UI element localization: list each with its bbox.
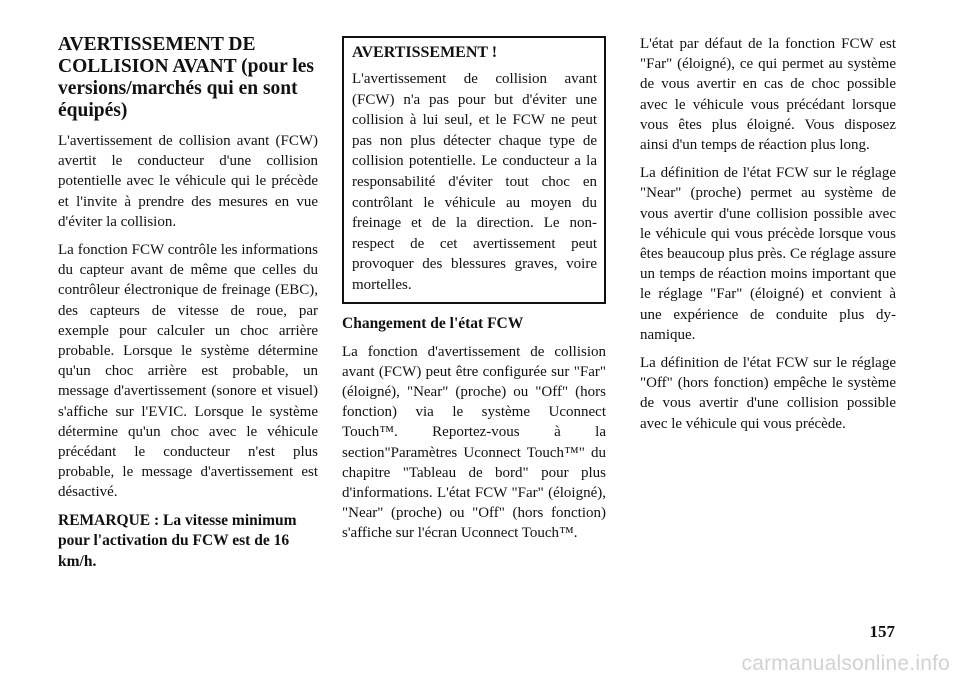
- warning-title: AVERTISSEMENT !: [352, 44, 498, 61]
- subsection-heading: Changement de l'état FCW: [342, 314, 524, 332]
- section-heading: AVERTISSEMENT DE COLLISION AVANT (pour les versions/marchés qui en sont équipés): [58, 34, 314, 121]
- near-setting-paragraph: La définition de l'état FCW sur le réglage "Near" (proche) permet au système de vous avertir d'une collision possible avec le véhicule qui vous précède lorsque vous êtes beaucoup plus près. Ce réglage assure un temps de réaction moins important que le réglage "Far" (éloigné) et convient à une expérience de conduite plus dynamique.: [640, 165, 896, 343]
- column-left: [58, 34, 318, 580]
- page-number: 157: [869, 622, 895, 641]
- default-state-paragraph: L'état par défaut de la fonction FCW est "Far" (éloigné), ce qui permet au système de vous avertir en cas de choc possible avec le véhicule vous précédant lorsque vous êtes plus éloigné. Vous disposez ainsi d'un temps de réaction plus long.: [640, 36, 896, 154]
- intro-paragraph: L'avertissement de collision avant (FCW) avertit le conducteur d'une collision potentielle avec le véhicule qui le précède et l'invite à prendre des mesures en vue d'éviter la collision.: [58, 133, 318, 230]
- watermark: carmanualsonline.info: [741, 652, 950, 675]
- warning-box: [342, 36, 606, 304]
- column-middle: [342, 34, 606, 552]
- config-paragraph: La fonction d'avertissement de collision avant (FCW) peut être configurée sur "Far" (éloigné), "Near" (proche) ou "Off" (hors fonction) via le système Uconnect Touch™. Reportez-vous à la section"Paramètres Uconnect Touch™" du chapitre "Tableau de bord" pour plus d'informations. L'état FCW "Far" (éloigné), "Near" (proche) ou "Off" (hors fonction) s'affiche sur l'écran Uconnect Touch™.: [342, 343, 606, 542]
- function-paragraph: La fonction FCW contrôle les informations du capteur avant de même que celles du contrôleur électronique de freinage (EBC), des capteurs de vitesse de roue, par exemple pour calculer un choc arrière probable. Lorsque le système détermine qu'un choc arrière est probable, un message d'avertissement (sonore et visuel) s'affiche sur l'EVIC. Lorsque le système détermine qu'un choc avec le véhicule précédant le conducteur n'est plus probable, le message d'avertissement est désactivé.: [58, 242, 318, 501]
- off-setting-paragraph: La définition de l'état FCW sur le réglage "Off" (hors fonction) empêche le système de vous avertir d'une collision possible avec le véhicule qui vous précède.: [640, 355, 896, 432]
- column-right: [640, 34, 896, 442]
- warning-text: L'avertissement de collision avant (FCW) n'a pas pour but d'éviter une collision à lui seul, et le FCW ne peut pas non plus détecter chaque type de collision potentielle. Le conducteur a la responsabilité d'éviter tout choc en contrôlant le véhicule au moyen du freinage et de la direction. Le non-respect de cet avertissement peut provoquer des blessures graves, voire mortelles.: [352, 71, 597, 293]
- note-paragraph: REMARQUE : La vitesse minimum pour l'activation du FCW est de 16 km/h.: [58, 511, 297, 570]
